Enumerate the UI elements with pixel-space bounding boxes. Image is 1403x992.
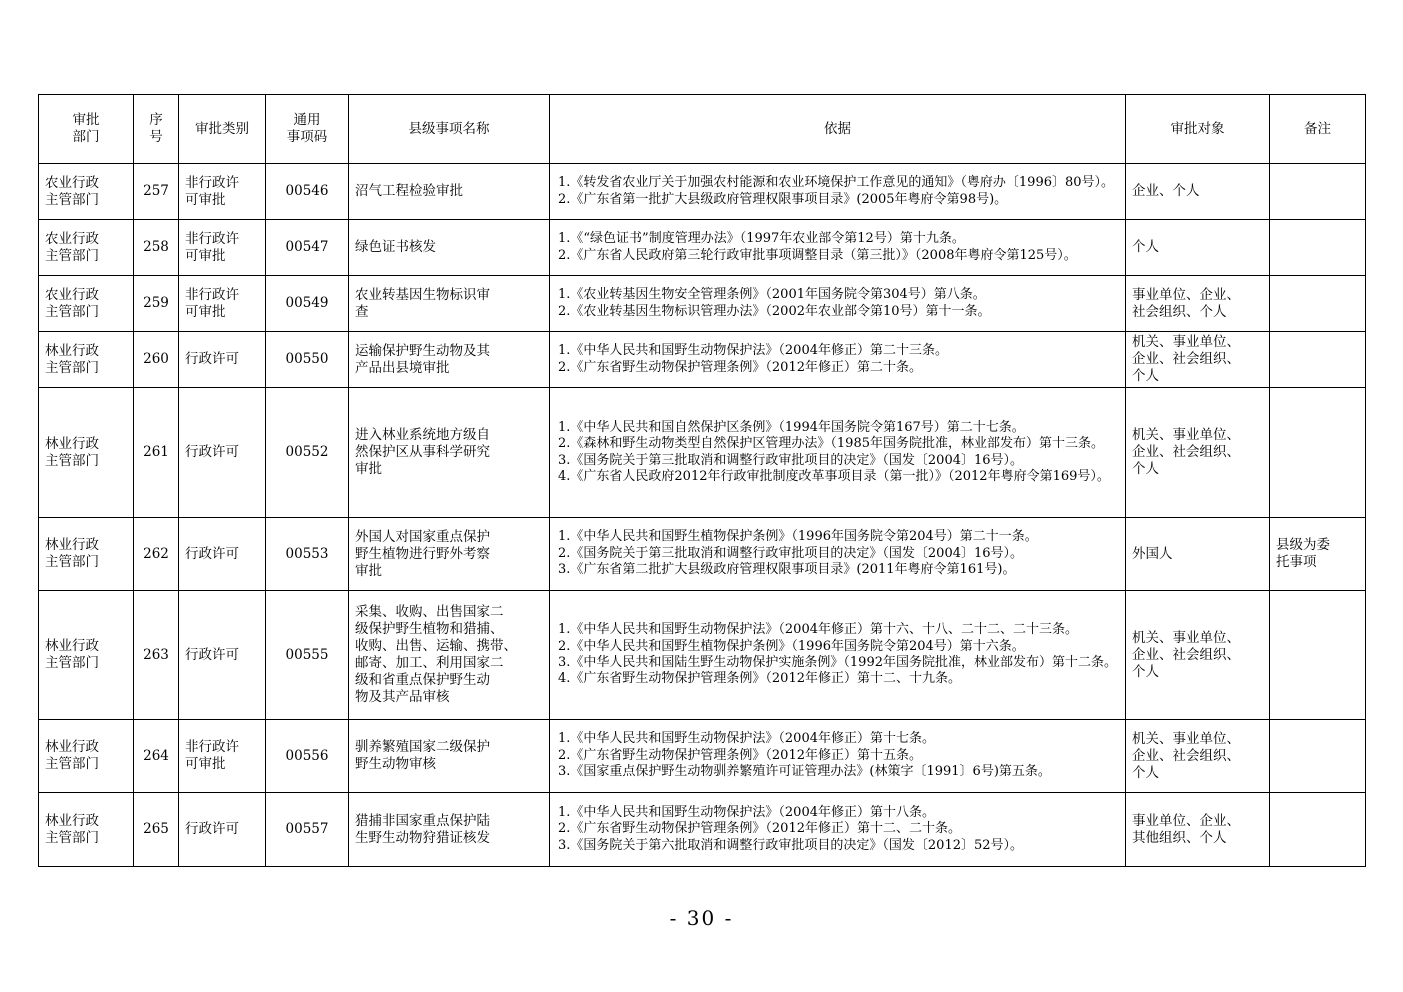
basis-line: 4.《广东省人民政府2012年行政审批制度改革事项目录（第一批）》（2012年粤府令第169号）。 xyxy=(558,468,1110,484)
category-cell: 非行政许 可审批 xyxy=(179,220,266,276)
category-cell: 行政许可 xyxy=(179,518,266,591)
code-cell: 00549 xyxy=(266,276,349,332)
basis-line: 3.《广东省第二批扩大县级政府管理权限事项目录》(2011年粤府令第161号)。 xyxy=(558,562,1016,578)
item-name-cell: 进入林业系统地方级自 然保护区从事科学研究 审批 xyxy=(349,388,550,518)
remark-cell xyxy=(1270,793,1366,867)
basis-cell xyxy=(550,591,1126,720)
basis-line: 1.《农业转基因生物安全管理条例》（2001年国务院令第304号）第八条。 xyxy=(558,287,986,303)
target-cell: 企业、个人 xyxy=(1126,164,1270,220)
category-cell: 行政许可 xyxy=(179,591,266,720)
basis-line: 3.《中华人民共和国陆生野生动物保护实施条例》（1992年国务院批准，林业部发布）第十二条。 xyxy=(558,655,1117,670)
basis-line: 2.《广东省人民政府第三轮行政审批事项调整目录（第三批）》（2008年粤府令第125号）。 xyxy=(558,247,1077,263)
basis-line: 1.《中华人民共和国野生植物保护条例》（1996年国务院令第204号）第二十一条。 xyxy=(558,529,1038,545)
target-cell: 事业单位、企业、 其他组织、个人 xyxy=(1126,793,1270,867)
basis-line: 1.《中华人民共和国野生动物保护法》（2004年修正）第二十三条。 xyxy=(558,343,948,359)
target-cell: 机关、事业单位、 企业、社会组织、 个人 xyxy=(1126,388,1270,518)
column-header-remark: 备注 xyxy=(1270,95,1366,164)
dept-cell: 农业行政 主管部门 xyxy=(39,276,134,332)
table-row xyxy=(39,720,1366,793)
code-cell: 00553 xyxy=(266,518,349,591)
basis-line: 2.《广东省野生动物保护管理条例》（2012年修正）第十五条。 xyxy=(558,747,922,763)
dept-cell: 林业行政 主管部门 xyxy=(39,518,134,591)
table-row xyxy=(39,388,1366,518)
table-header-row xyxy=(39,95,1366,164)
basis-line: 1.《中华人民共和国野生动物保护法》（2004年修正）第十八条。 xyxy=(558,804,935,820)
dept-cell: 林业行政 主管部门 xyxy=(39,793,134,867)
basis-line: 3.《国务院关于第三批取消和调整行政审批项目的决定》（国发〔2004〕16号）。 xyxy=(558,452,1024,468)
dept-cell: 农业行政 主管部门 xyxy=(39,164,134,220)
item-name-cell: 运输保护野生动物及其 产品出县境审批 xyxy=(349,332,550,388)
target-cell: 外国人 xyxy=(1126,518,1270,591)
table-row xyxy=(39,518,1366,591)
seq-cell: 257 xyxy=(134,164,179,220)
remark-cell xyxy=(1270,332,1366,388)
item-name-cell: 驯养繁殖国家二级保护 野生动物审核 xyxy=(349,720,550,793)
basis-line: 1.《转发省农业厅关于加强农村能源和农业环境保护工作意见的通知》（粤府办〔1996〕80号）。 xyxy=(558,175,1115,191)
target-cell: 机关、事业单位、 企业、社会组织、 个人 xyxy=(1126,591,1270,720)
table-row xyxy=(39,164,1366,220)
column-header-basis: 依据 xyxy=(550,95,1126,164)
item-name-cell: 外国人对国家重点保护 野生植物进行野外考察 审批 xyxy=(349,518,550,591)
table-row xyxy=(39,276,1366,332)
item-name-cell: 采集、收购、出售国家二 级保护野生植物和猎捕、 收购、出售、运输、携带、 邮寄、加工、利用国家二 级和省重点保护野生动 物及其产品审核 xyxy=(349,591,550,720)
code-cell: 00555 xyxy=(266,591,349,720)
category-cell: 非行政许 可审批 xyxy=(179,276,266,332)
category-cell: 行政许可 xyxy=(179,793,266,867)
item-name-cell: 绿色证书核发 xyxy=(349,220,550,276)
dept-cell: 林业行政 主管部门 xyxy=(39,720,134,793)
seq-cell: 263 xyxy=(134,591,179,720)
category-cell: 非行政许 可审批 xyxy=(179,164,266,220)
basis-cell xyxy=(550,164,1126,220)
basis-line: 1.《中华人民共和国野生动物保护法》（2004年修正）第十六、十八、二十二、二十三条。 xyxy=(558,622,1078,638)
code-cell: 00552 xyxy=(266,388,349,518)
seq-cell: 264 xyxy=(134,720,179,793)
basis-line: 4.《广东省野生动物保护管理条例》（2012年修正）第十二、十九条。 xyxy=(558,671,961,687)
seq-cell: 262 xyxy=(134,518,179,591)
basis-line: 2.《广东省第一批扩大县级政府管理权限事项目录》(2005年粤府令第98号)。 xyxy=(558,191,1008,207)
category-cell: 行政许可 xyxy=(179,332,266,388)
basis-line: 1.《“绿色证书”制度管理办法》（1997年农业部令第12号）第十九条。 xyxy=(558,231,965,247)
remark-cell xyxy=(1270,276,1366,332)
code-cell: 00547 xyxy=(266,220,349,276)
basis-cell xyxy=(550,276,1126,332)
basis-cell xyxy=(550,388,1126,518)
seq-cell: 261 xyxy=(134,388,179,518)
item-name-cell: 猎捕非国家重点保护陆 生野生动物狩猎证核发 xyxy=(349,793,550,867)
basis-line: 2.《国务院关于第三批取消和调整行政审批项目的决定》（国发〔2004〕16号）。 xyxy=(558,545,1024,561)
item-name-cell: 沼气工程检验审批 xyxy=(349,164,550,220)
basis-cell xyxy=(550,220,1126,276)
target-cell: 个人 xyxy=(1126,220,1270,276)
dept-cell: 农业行政 主管部门 xyxy=(39,220,134,276)
table-row xyxy=(39,591,1366,720)
dept-cell: 林业行政 主管部门 xyxy=(39,591,134,720)
column-header-dept: 审批 部门 xyxy=(39,95,134,164)
approval-items-table xyxy=(38,94,1366,867)
dept-cell: 林业行政 主管部门 xyxy=(39,388,134,518)
basis-line: 2.《中华人民共和国野生植物保护条例》（1996年国务院令第204号）第十六条。 xyxy=(558,638,1025,654)
seq-cell: 258 xyxy=(134,220,179,276)
category-cell: 行政许可 xyxy=(179,388,266,518)
target-cell: 事业单位、企业、 社会组织、个人 xyxy=(1126,276,1270,332)
basis-line: 1.《中华人民共和国野生动物保护法》（2004年修正）第十七条。 xyxy=(558,731,935,747)
basis-line: 2.《森林和野生动物类型自然保护区管理办法》（1985年国务院批准，林业部发布）第十三条。 xyxy=(558,436,1104,452)
remark-cell: 县级为委 托事项 xyxy=(1270,518,1366,591)
table-row xyxy=(39,793,1366,867)
column-header-code: 通用 事项码 xyxy=(266,95,349,164)
basis-cell xyxy=(550,332,1126,388)
column-header-category: 审批类别 xyxy=(179,95,266,164)
item-name-cell: 农业转基因生物标识审 查 xyxy=(349,276,550,332)
remark-cell xyxy=(1270,388,1366,518)
code-cell: 00556 xyxy=(266,720,349,793)
basis-line: 2.《农业转基因生物标识管理办法》（2002年农业部令第10号）第十一条。 xyxy=(558,303,991,319)
remark-cell xyxy=(1270,720,1366,793)
basis-cell xyxy=(550,793,1126,867)
target-cell: 机关、事业单位、 企业、社会组织、 个人 xyxy=(1126,332,1270,388)
basis-cell xyxy=(550,518,1126,591)
table-row xyxy=(39,220,1366,276)
basis-line: 2.《广东省野生动物保护管理条例》（2012年修正）第十二、二十条。 xyxy=(558,821,961,837)
dept-cell: 林业行政 主管部门 xyxy=(39,332,134,388)
category-cell: 非行政许 可审批 xyxy=(179,720,266,793)
remark-cell xyxy=(1270,220,1366,276)
basis-line: 2.《广东省野生动物保护管理条例》（2012年修正）第二十条。 xyxy=(558,359,922,375)
seq-cell: 265 xyxy=(134,793,179,867)
basis-line: 3.《国家重点保护野生动物驯养繁殖许可证管理办法》(林策字〔1991〕6号)第五条。 xyxy=(558,764,1051,780)
basis-line: 1.《中华人民共和国自然保护区条例》（1994年国务院令第167号）第二十七条。 xyxy=(558,419,1025,435)
seq-cell: 260 xyxy=(134,332,179,388)
remark-cell xyxy=(1270,164,1366,220)
basis-line: 3.《国务院关于第六批取消和调整行政审批项目的决定》（国发〔2012〕52号）。 xyxy=(558,837,1024,853)
code-cell: 00546 xyxy=(266,164,349,220)
page-number: - 30 - xyxy=(669,906,734,930)
basis-cell xyxy=(550,720,1126,793)
column-header-seq: 序 号 xyxy=(134,95,179,164)
table-row xyxy=(39,332,1366,388)
column-header-item-name: 县级事项名称 xyxy=(349,95,550,164)
seq-cell: 259 xyxy=(134,276,179,332)
remark-cell xyxy=(1270,591,1366,720)
target-cell: 机关、事业单位、 企业、社会组织、 个人 xyxy=(1126,720,1270,793)
code-cell: 00557 xyxy=(266,793,349,867)
code-cell: 00550 xyxy=(266,332,349,388)
column-header-target: 审批对象 xyxy=(1126,95,1270,164)
